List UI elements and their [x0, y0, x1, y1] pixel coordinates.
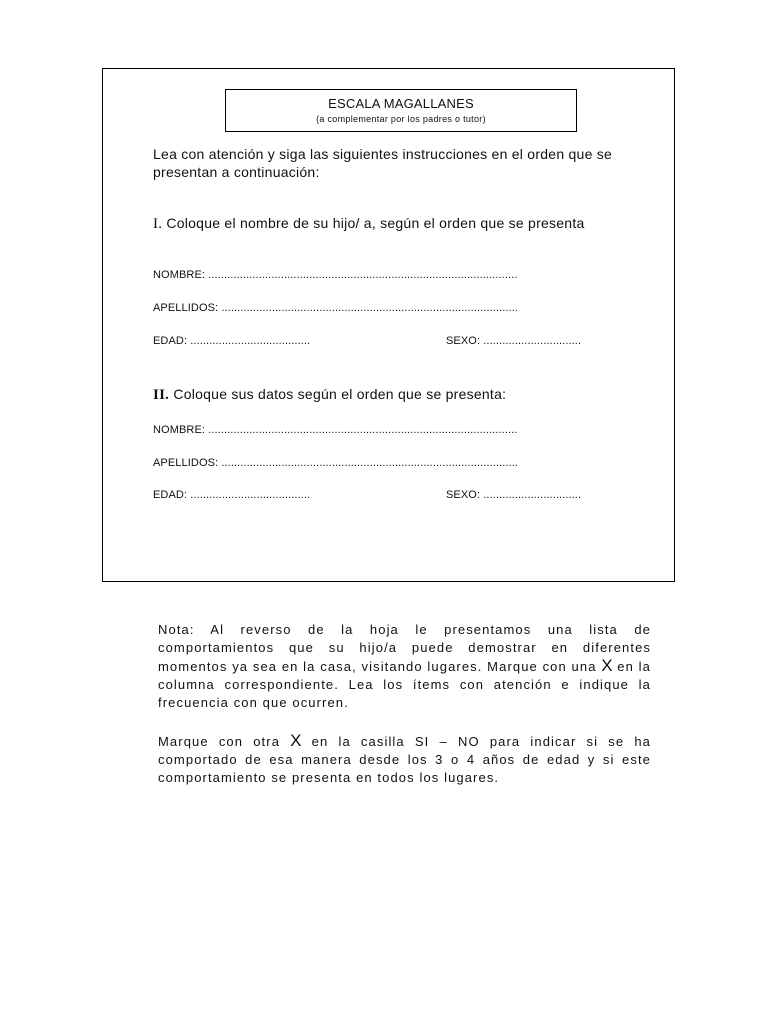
parent-age-field[interactable]: EDAD: ......................................	[153, 489, 311, 501]
parent-name-field[interactable]: NOMBRE: ..................................................................................................	[153, 424, 518, 436]
section-2-heading-text: Coloque sus datos según el orden que se presenta:	[169, 386, 507, 402]
note-p1-mark: X	[601, 656, 613, 675]
note-p2-mark: X	[290, 731, 302, 750]
instructions-text: Lea con atención y siga las siguientes instrucciones en el orden que se presentan a continuación:	[153, 146, 613, 180]
child-sex-field[interactable]: SEXO: ...............................	[446, 335, 582, 347]
note-p2-text-end: en la casilla SI – NO para indicar si se ha comportado de esa manera desde los 3 o 4 años de edad y si este comportamiento se presenta en todos los lugares.	[158, 734, 651, 785]
note-p1-text-start: Nota: Al reverso de la hoja le presentamos una lista de comportamientos que su hijo/a puede demostrar en diferentes momentos ya sea en la casa, visitando lugares. Marque con una	[158, 622, 651, 674]
section-2-numeral: II.	[153, 387, 170, 403]
title-box	[225, 89, 577, 132]
note-paragraph-2	[158, 732, 651, 787]
section-2-heading	[153, 385, 663, 404]
child-surname-field[interactable]: APELLIDOS: ..............................................................................................	[153, 302, 519, 314]
form-subtitle: (a complementar por los padres o tutor)	[316, 114, 486, 124]
note-p1-text-end: en la columna correspondiente. Lea los ítems con atención e indique la frecuencia con que ocurren.	[158, 659, 651, 710]
section-1-heading	[153, 214, 663, 233]
parent-sex-field[interactable]: SEXO: ...............................	[446, 489, 582, 501]
note-p2-text-start: Marque con otra	[158, 734, 291, 749]
child-age-field[interactable]: EDAD: ......................................	[153, 335, 311, 347]
parent-surname-field[interactable]: APELLIDOS: ..............................................................................................	[153, 457, 519, 469]
form-title: ESCALA MAGALLANES	[328, 96, 474, 111]
note-paragraph-1	[158, 621, 651, 712]
section-1-heading-text: Coloque el nombre de su hijo/ a, según el orden que se presenta	[162, 215, 585, 231]
section-1-numeral: I.	[153, 216, 163, 232]
child-name-field[interactable]: NOMBRE: ..................................................................................................	[153, 269, 518, 281]
